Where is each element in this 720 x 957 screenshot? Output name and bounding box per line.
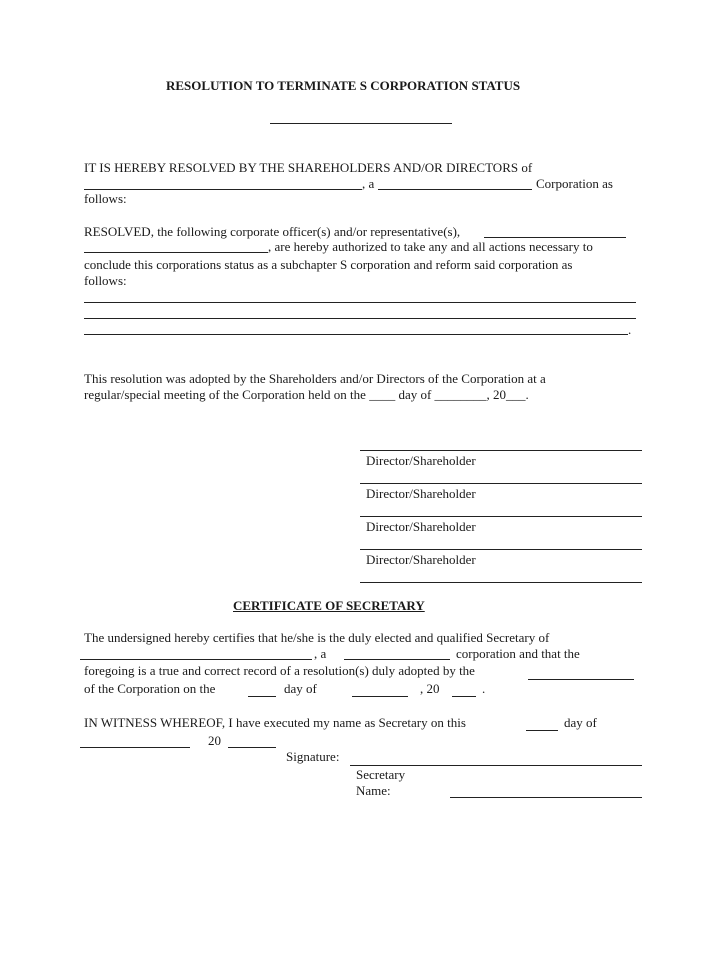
page-title: RESOLUTION TO TERMINATE S CORPORATION STATUS	[166, 78, 521, 93]
signature-label: Signature:	[286, 749, 340, 764]
resolved-line-4: follows:	[84, 273, 127, 288]
certificate-20: , 20	[420, 681, 440, 696]
signature-label-3: Director/Shareholder	[366, 519, 476, 534]
certificate-line-1: The undersigned hereby certifies that he/she is the duly elected and qualified Secretary of	[84, 630, 550, 645]
adopted-line-1: This resolution was adopted by the Shareholders and/or Directors of the Corporation at a	[84, 371, 546, 386]
signature-label-2: Director/Shareholder	[366, 486, 476, 501]
resolved-line-1: RESOLVED, the following corporate officer(s) and/or representative(s),	[84, 224, 461, 239]
name-label: Name:	[356, 783, 391, 798]
witness-day-of: day of	[564, 715, 597, 730]
secretary-name-field[interactable]	[450, 797, 642, 798]
state-field[interactable]	[378, 189, 532, 190]
certificate-month-field[interactable]	[352, 696, 408, 697]
secretary-label: Secretary	[356, 767, 406, 782]
certificate-body-field[interactable]	[528, 679, 634, 680]
witness-20: 20	[208, 733, 221, 748]
witness-year-field[interactable]	[228, 747, 276, 748]
certificate-corp-name-field[interactable]	[80, 659, 312, 660]
intro-corporation-as: Corporation as	[536, 176, 613, 191]
resolution-text-line-1[interactable]	[84, 302, 636, 303]
signature-line-5[interactable]	[360, 582, 642, 583]
signature-label-4: Director/Shareholder	[366, 552, 476, 567]
intro-a-text: , a	[362, 176, 375, 191]
signature-line-3[interactable]	[360, 516, 642, 517]
resolution-text-line-2[interactable]	[84, 318, 636, 319]
certificate-a-text: , a	[314, 646, 327, 661]
resolved-line-2: , are hereby authorized to take any and all actions necessary to	[268, 239, 593, 254]
resolution-end-mark: .	[628, 322, 632, 337]
resolution-text-line-3[interactable]	[84, 334, 628, 335]
intro-line-1: IT IS HEREBY RESOLVED BY THE SHAREHOLDERS AND/OR DIRECTORS of	[84, 160, 533, 175]
secretary-signature-field[interactable]	[350, 765, 642, 766]
adopted-line-2: regular/special meeting of the Corporation held on the ____ day of ________, 20___.	[84, 387, 529, 402]
witness-month-field[interactable]	[80, 747, 190, 748]
resolved-line-3: conclude this corporations status as a subchapter S corporation and reform said corporation as	[84, 257, 573, 272]
certificate-day-of: day of	[284, 681, 317, 696]
witness-day-field[interactable]	[526, 730, 558, 731]
certificate-heading: CERTIFICATE OF SECRETARY	[233, 598, 425, 613]
certificate-line-3: foregoing is a true and correct record of a resolution(s) duly adopted by the	[84, 663, 475, 678]
certificate-state-field[interactable]	[344, 659, 450, 660]
officer-field-2[interactable]	[84, 252, 268, 253]
certificate-year-field[interactable]	[452, 696, 476, 697]
intro-follows: follows:	[84, 191, 127, 206]
witness-line-1: IN WITNESS WHEREOF, I have executed my name as Secretary on this	[84, 715, 466, 730]
corporation-name-field[interactable]	[84, 189, 362, 190]
certificate-corp-that: corporation and that the	[456, 646, 580, 661]
officer-field-1[interactable]	[484, 237, 626, 238]
signature-line-4[interactable]	[360, 549, 642, 550]
signature-line-1[interactable]	[360, 450, 642, 451]
title-underline	[270, 123, 452, 124]
certificate-line-4-text: of the Corporation on the	[84, 681, 216, 696]
signature-label-1: Director/Shareholder	[366, 453, 476, 468]
certificate-dot: .	[482, 681, 486, 696]
signature-line-2[interactable]	[360, 483, 642, 484]
certificate-day-field[interactable]	[248, 696, 276, 697]
